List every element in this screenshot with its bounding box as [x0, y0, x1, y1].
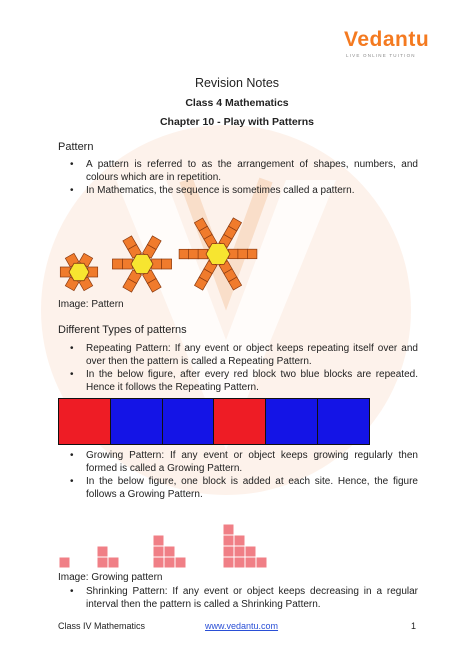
- blue-block: [110, 398, 163, 445]
- logo-text: Vedantu: [344, 28, 430, 51]
- section-heading-pattern: Pattern: [58, 141, 94, 153]
- flower-small: [60, 253, 97, 290]
- list-item: • Repeating Pattern: If any event or object keeps repeating itself over and over then the pattern is called a Repeating Pattern.: [86, 342, 418, 368]
- page-subtitle: Class 4 Mathematics: [185, 97, 289, 109]
- red-block: [58, 398, 111, 445]
- footer-link[interactable]: www.vedantu.com: [205, 621, 279, 631]
- list-item: • In the below figure, one block is added at each site. Hence, the figure follows a Growing Pattern.: [86, 475, 418, 501]
- blue-block: [162, 398, 215, 445]
- blue-block: [265, 398, 318, 445]
- flower-medium: [112, 236, 171, 292]
- page-number: 1: [411, 621, 417, 631]
- list-item: • A pattern is referred to as the arrangement of shapes, numbers, and colours which are in repetition.: [86, 158, 418, 184]
- flower-large: [179, 218, 257, 290]
- blue-block: [317, 398, 370, 445]
- image-caption-pattern: Image: Pattern: [58, 299, 124, 310]
- vedantu-logo[interactable]: [330, 28, 440, 68]
- image-caption-growing: Image: Growing pattern: [58, 572, 163, 583]
- growing-pattern-figure: [56, 498, 296, 570]
- red-block: [213, 398, 266, 445]
- pattern-figure: [56, 208, 266, 298]
- list-item: • Growing Pattern: If any event or object keeps growing regularly then formed is called a Growing Pattern.: [86, 449, 418, 475]
- page-title: Revision Notes: [194, 76, 280, 90]
- chapter-title: Chapter 10 - Play with Patterns: [159, 116, 315, 128]
- footer-left: Class IV Mathematics: [58, 621, 146, 631]
- logo-tagline: LIVE ONLINE TUITION: [346, 53, 416, 58]
- list-item: • In Mathematics, the sequence is sometimes called a pattern.: [86, 184, 418, 197]
- section-heading-types: Different Types of patterns: [58, 324, 187, 336]
- list-item: • In the below figure, after every red block two blue blocks are repeated. Hence it follows the Repeating Pattern.: [86, 368, 418, 394]
- repeating-pattern-blocks: [59, 398, 370, 445]
- list-item: • Shrinking Pattern: If any event or object keeps decreasing in a regular interval then the pattern is called a Shrinking Pattern.: [86, 585, 418, 611]
